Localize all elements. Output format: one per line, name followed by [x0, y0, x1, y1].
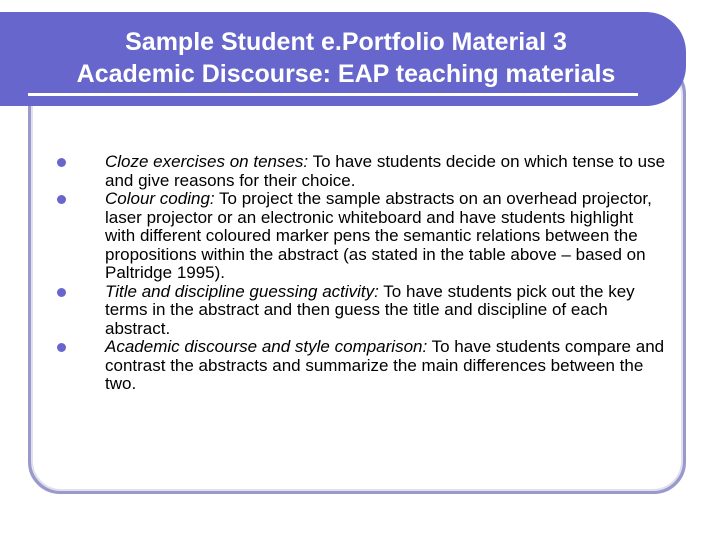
bullet-lead: Academic discourse and style comparison: [105, 337, 428, 356]
bullet-item-title-guessing [57, 283, 667, 339]
bullet-lead: Cloze exercises on tenses: [105, 152, 309, 171]
bullet-dot-icon [57, 195, 66, 204]
bullet-text: To have students compare and contrast the abstracts and summarize the main differences between the two. [105, 337, 665, 393]
bullet-list [57, 153, 667, 394]
slide-title-line-2: Academic Discourse: EAP teaching materials [76, 60, 616, 88]
bullet-text: To project the sample abstracts on an overhead projector, laser projector or an electronic whiteboard and have students highlight with different coloured marker pens the semantic relations between the propositions within the abstract (as stated in the table above – based on Paltridge 1995). [105, 189, 652, 282]
bullet-text: To have students decide on which tense to use and give reasons for their choice. [105, 152, 666, 190]
bullet-lead: Colour coding: [105, 189, 215, 208]
title-banner [0, 12, 686, 106]
slide-title-line-1: Sample Student e.Portfolio Material 3 [125, 28, 567, 56]
bullet-item-cloze [57, 153, 667, 190]
bullet-item-discourse-comparison [57, 338, 667, 394]
bullet-text: To have students pick out the key terms in the abstract and then guess the title and discipline of each abstract. [105, 281, 635, 338]
bullet-dot-icon [57, 158, 66, 167]
bullet-dot-icon [57, 288, 66, 297]
bullet-lead: Title and discipline guessing activity: [105, 281, 379, 301]
bullet-dot-icon [57, 343, 66, 352]
title-underline [28, 93, 638, 96]
bullet-item-colour-coding [57, 190, 667, 283]
